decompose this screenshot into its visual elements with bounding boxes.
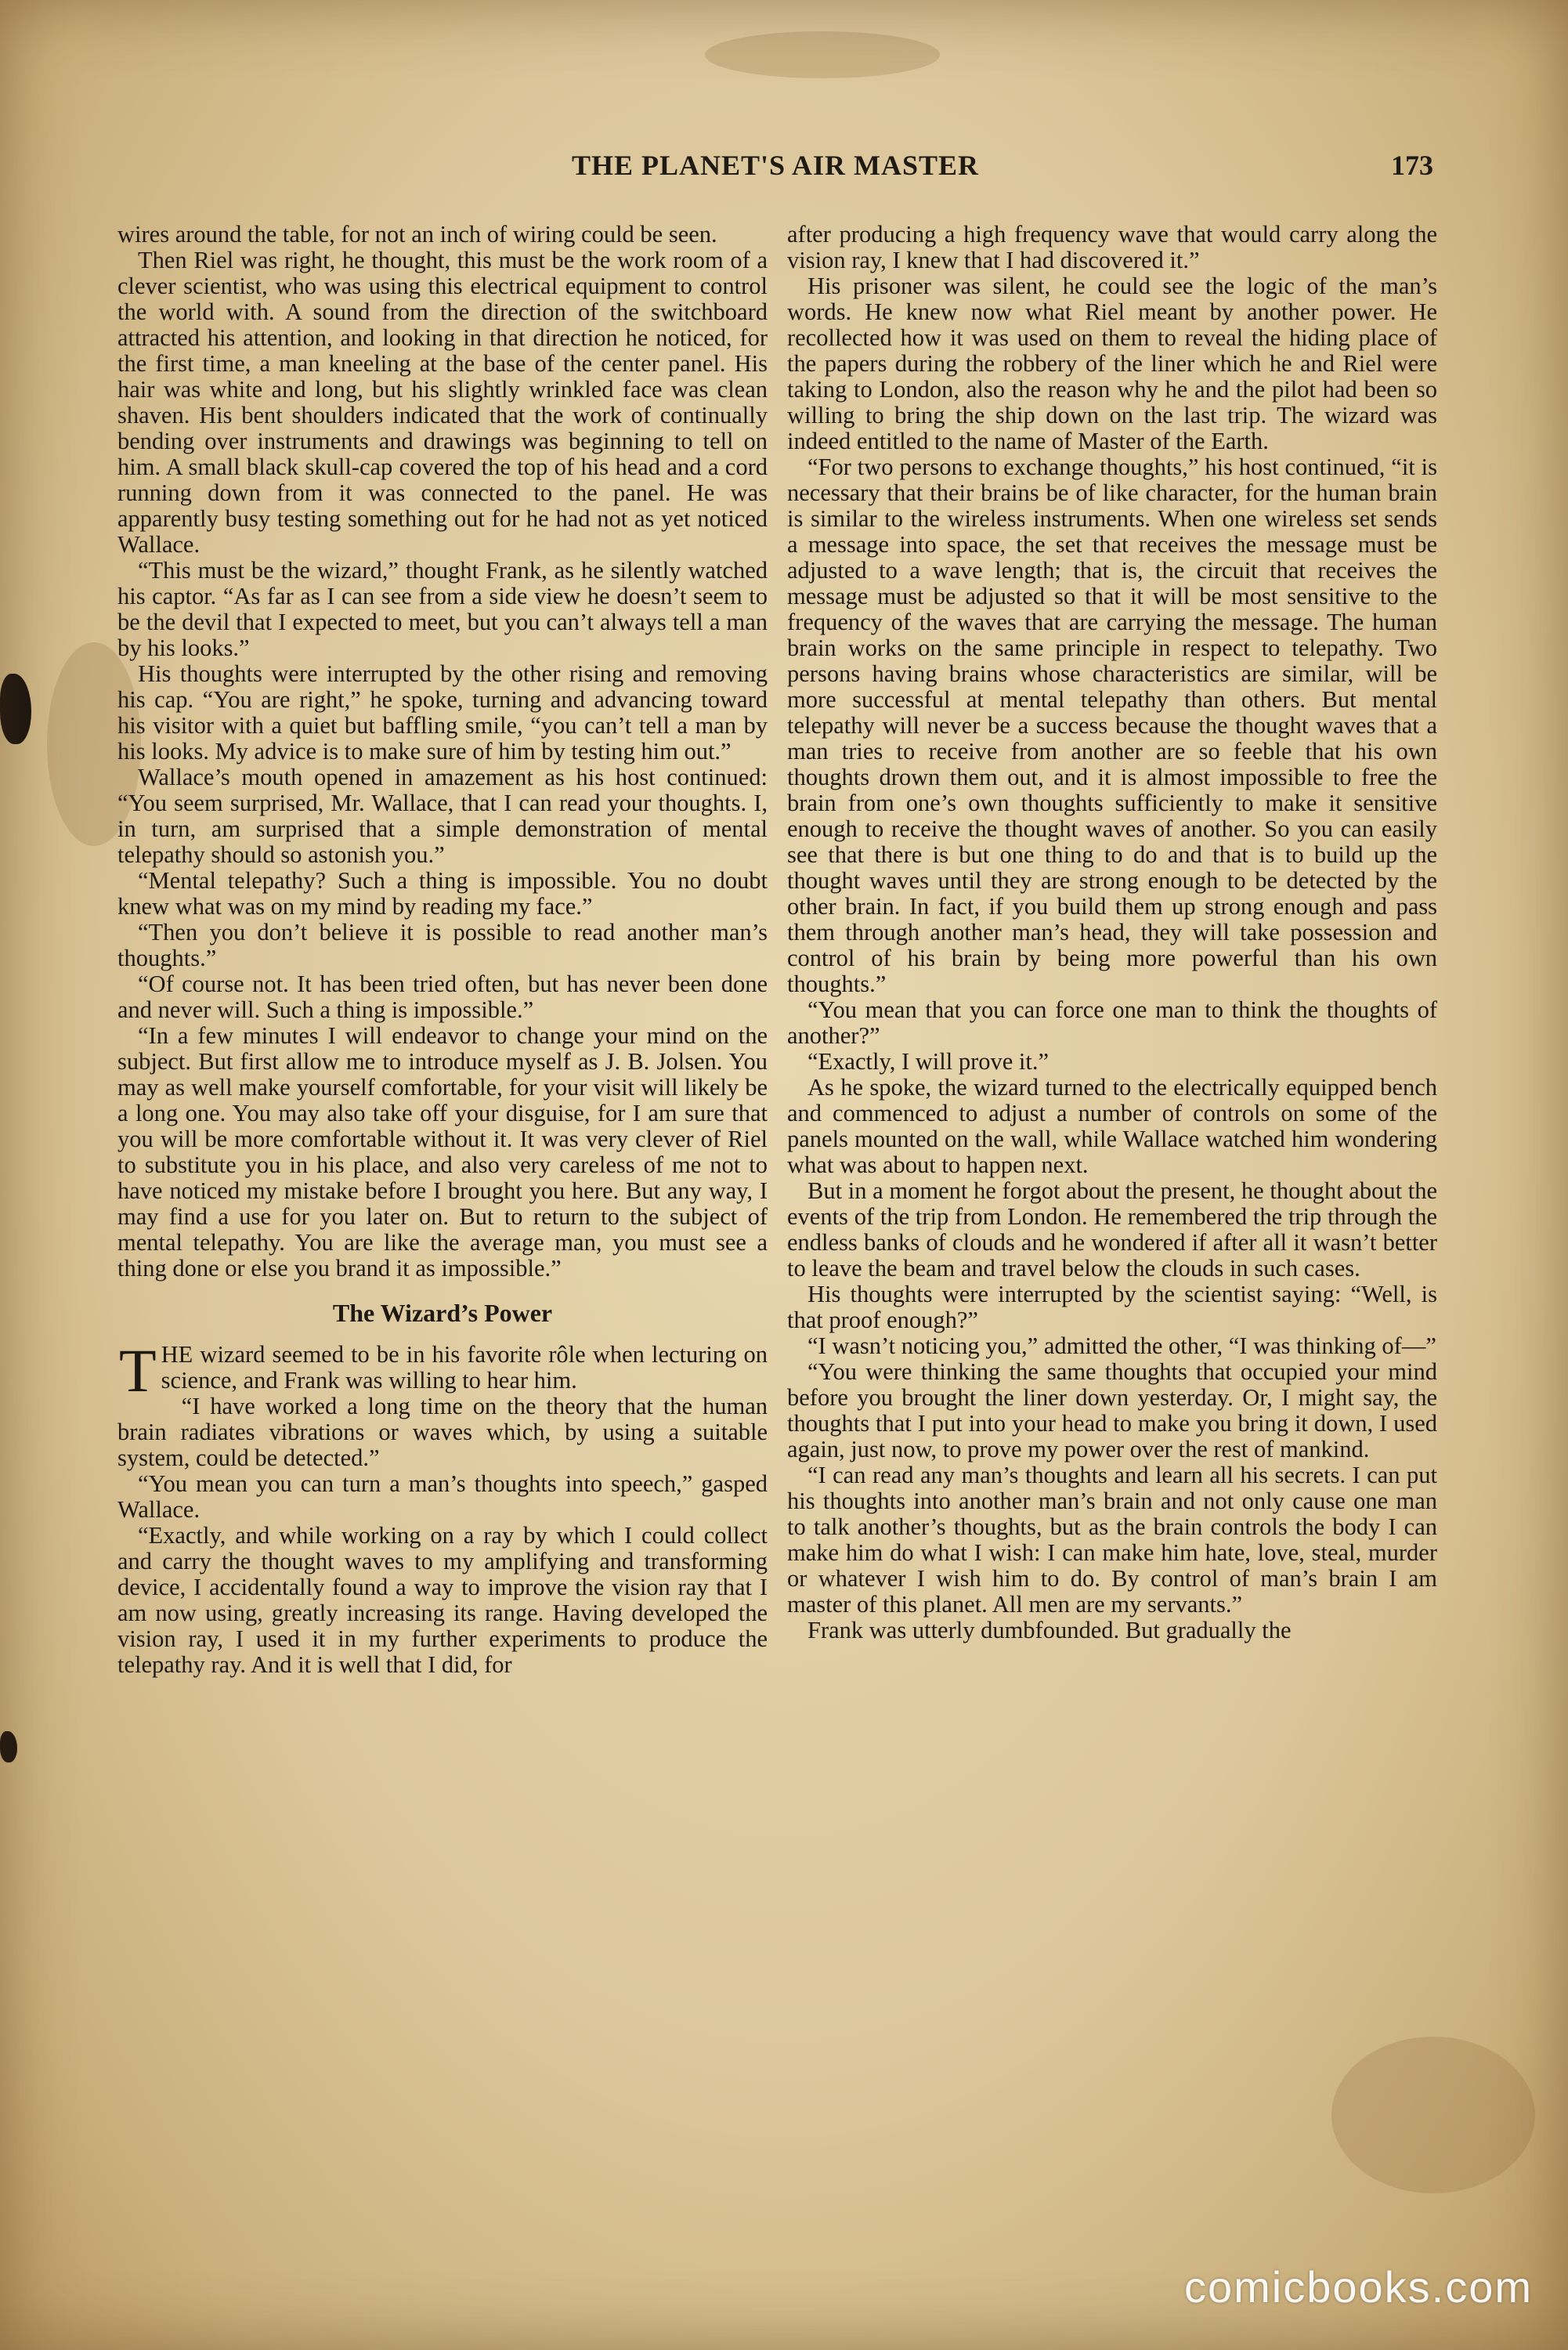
paragraph: Then Riel was right, he thought, this must be the work room of a clever scientist, who was using this electrical equipment to control the world with. A sound from the direction of the switchboard attracted his attention, and looking in that direction he noticed, for the first time, a man kneeling at the base of the center panel. His hair was white and long, but his slightly wrinkled face was clean shaven. His bent shoulders indicated that the work of continually bending over instruments and drawings was beginning to tell on him. A small black skull-cap covered the top of his head and a cord running down from it was connected to the panel. He was apparently busy testing something out for he had not as yet noticed Wallace.	[117, 247, 768, 558]
paragraph: As he spoke, the wizard turned to the electrically equipped bench and commenced to adjust a number of controls on some of the panels mounted on the wall, while Wallace watched him wondering what was about to happen next.	[787, 1074, 1437, 1178]
paragraph: “Exactly, I will prove it.”	[807, 1048, 1049, 1075]
paragraph: “You were thinking the same thoughts that occupied your mind before you brought the liner down yesterday. Or, I might say, the thoughts that I put into your head to make you bring it down, I used again, just now, to prove my power over the rest of mankind.	[787, 1358, 1437, 1462]
drop-cap: T	[119, 1336, 157, 1405]
paragraph: “Exactly, and while working on a ray by which I could collect and carry the thought waves to my amplifying and transforming device, I accidentally found a way to improve the vision ray that I am now using, greatly increasing its range. Having developed the vision ray, I used it in my further experiments to produce the telepathy ray. And it is well that I did, for	[117, 1522, 768, 1678]
paragraph-text: HE wizard seemed to be in his favorite rôle when lecturing on science, and Frank was willing to hear him.	[161, 1341, 768, 1394]
paragraph: His prisoner was silent, he could see the logic of the man’s words. He knew now what Riel meant by another power. He recollected how it was used on them to reveal the hiding place of the papers during the robbery of the liner which he and Riel were taking to London, also the reason why he and the pilot had been so willing to bring the ship down on the last trip. The wizard was indeed entitled to the name of Master of the Earth.	[787, 273, 1437, 454]
paragraph: His thoughts were interrupted by the other rising and removing his cap. “You are right,” he spoke, turning and advancing toward his visitor with a quiet but baffling smile, “you can’t tell a man by his looks. My advice is to make sure of him by testing him out.”	[117, 660, 768, 765]
paragraph: “You mean you can turn a man’s thoughts into speech,” gasped Wallace.	[117, 1470, 768, 1523]
page-number: 173	[1391, 150, 1433, 181]
torn-hole-left-lower	[0, 1731, 17, 1762]
paragraph: “This must be the wizard,” thought Frank, as he silently watched his captor. “As far as I can see from a side view he doesn’t seem to be the devil that I expected to meet, but you can’t always tell a man by his looks.”	[117, 557, 768, 661]
paragraph: wires around the table, for not an inch of wiring could be seen.	[117, 221, 717, 248]
paragraph: “I can read any man’s thoughts and learn all his secrets. I can put his thoughts into another man’s brain and not only cause one man to talk another’s thoughts, but as the brain controls the body I can make him do what I wish: I can make him hate, love, steal, murder or whatever I wish him to do. By control of man’s brain I am master of this planet. All men are my servants.”	[787, 1462, 1437, 1618]
right-column	[787, 222, 1437, 1643]
torn-hole-left	[0, 674, 31, 744]
left-column	[117, 222, 768, 1678]
paragraph: His thoughts were interrupted by the scientist saying: “Well, is that proof enough?”	[787, 1281, 1437, 1333]
paragraph: “I have worked a long time on the theory that the human brain radiates vibrations or waves which, by using a suitable system, could be detected.”	[117, 1393, 768, 1471]
paragraph: But in a moment he forgot about the present, he thought about the events of the trip from London. He remembered the trip through the endless banks of clouds and he wondered if after all it wasn’t better to leave the beam and travel below the clouds in such cases.	[787, 1177, 1437, 1282]
site-watermark: comicbooks.com	[1183, 2262, 1533, 2312]
paragraph: “I wasn’t noticing you,” admitted the other, “I was thinking of—”	[807, 1332, 1436, 1359]
paragraph-with-dropcap	[117, 1336, 768, 1405]
paragraph: “Mental telepathy? Such a thing is impossible. You no doubt knew what was on my mind by reading my face.”	[117, 867, 768, 920]
running-title: THE PLANET'S AIR MASTER	[571, 150, 980, 181]
page-header	[117, 149, 1433, 188]
paragraph: Wallace’s mouth opened in amazement as his host continued: “You seem surprised, Mr. Wallace, that I can read your thoughts. I, in turn, am surprised that a simple demonstration of mental telepathy should so astonish you.”	[117, 764, 768, 868]
section-heading: The Wizard’s Power	[332, 1299, 553, 1327]
paragraph: “In a few minutes I will endeavor to change your mind on the subject. But first allow me to introduce myself as J. B. Jolsen. You may as well make yourself comfortable, for your visit will likely be a long one. You may also take off your disguise, for I am sure that you will be more comfortable without it. It was very clever of Riel to substitute you in his place, and also very careless of me not to have noticed my mistake before I brought you here. But any way, I may find a use for you later on. But to return to the subject of mental telepathy. You are like the average man, you must see a thing done or else you brand it as impossible.”	[117, 1022, 768, 1282]
paragraph: “For two persons to exchange thoughts,” his host continued, “it is necessary that their brains be of like character, for the human brain is similar to the wireless instruments. When one wireless set sends a message into space, the set that receives the message must be adjusted to a wave length; that is, the circuit that receives the message must be adjusted so that it will be most sensitive to the frequency of the waves that are carrying the message. The human brain works on the same principle in respect to telepathy. Two persons having brains whose characteristics are similar, will be more successful at mental telepathy than others. But mental telepathy will never be a success because the thought waves that a man tries to receive from another are so feeble that his own thoughts drown them out, and it is almost impossible to free the brain from one’s own thoughts sufficiently to make it sensitive enough to receive the thought waves of another. So you can easily see that there is but one thing to do and that is to build up the thought waves until they are strong enough to be detected by the other brain. In fact, if you build them up strong enough and pass them through another man’s head, they will take possession and control of his brain by being more powerful than his own thoughts.”	[787, 454, 1437, 997]
paragraph: Frank was utterly dumbfounded. But gradually the	[807, 1617, 1292, 1643]
paragraph: “Then you don’t believe it is possible to read another man’s thoughts.”	[117, 919, 768, 971]
paragraph: “You mean that you can force one man to think the thoughts of another?”	[787, 996, 1437, 1049]
paragraph: after producing a high frequency wave that would carry along the vision ray, I knew that I had discovered it.”	[787, 221, 1437, 273]
paragraph: “Of course not. It has been tried often, but has never been done and never will. Such a thing is impossible.”	[117, 971, 768, 1023]
